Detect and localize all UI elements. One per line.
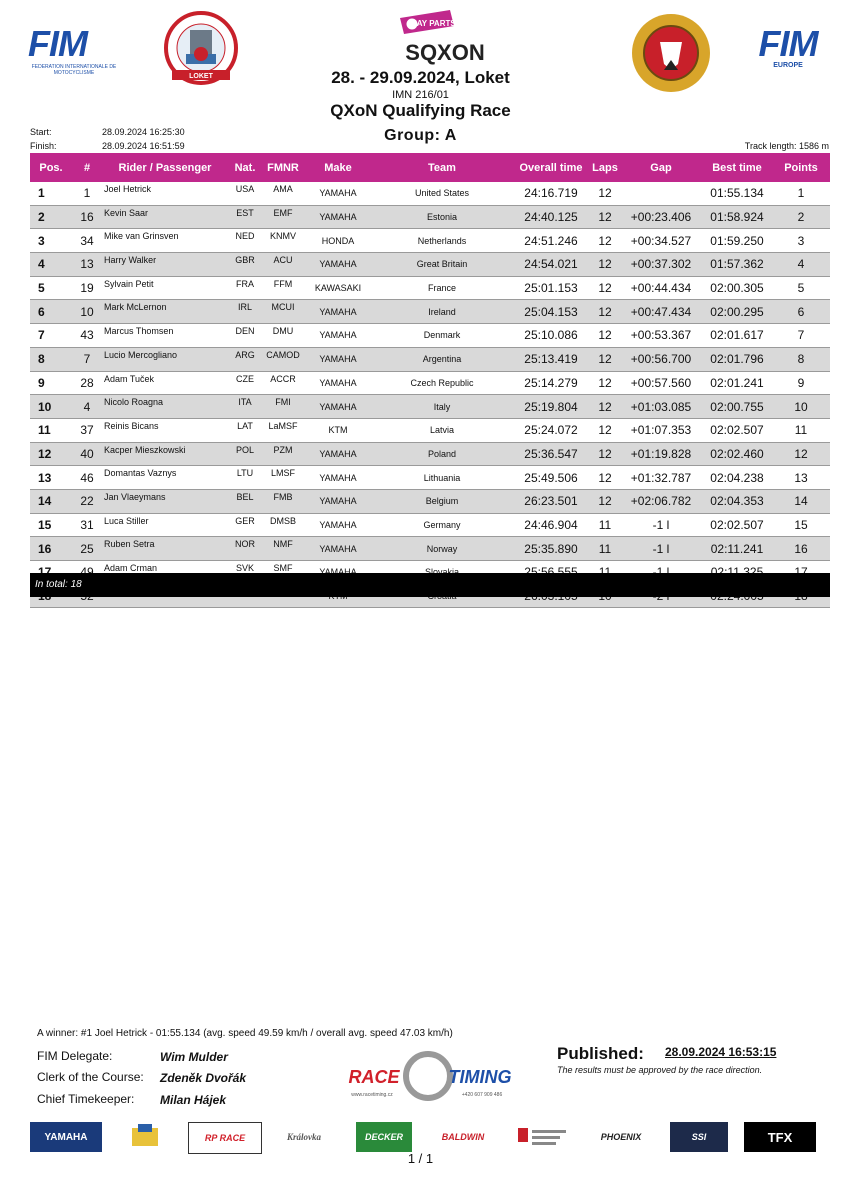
cell-nat: LTU [228, 466, 262, 490]
racetiming-race: RACE [348, 1067, 400, 1087]
cell-best-time: 02:11.241 [702, 537, 772, 561]
event-date-place: 28. - 29.09.2024, Loket [331, 68, 510, 87]
cell-pos: 13 [30, 466, 72, 490]
cell-make: YAMAHA [304, 324, 372, 348]
fim-europe-sub: EUROPE [773, 62, 803, 69]
cell-gap: +00:57.560 [620, 371, 702, 395]
cell-gap: +00:44.434 [620, 276, 702, 300]
cell-number: 19 [72, 276, 102, 300]
cell-laps: 12 [590, 418, 620, 442]
cell-team: Czech Republic [372, 371, 512, 395]
col-pos: Pos. [30, 153, 72, 182]
cell-laps: 12 [590, 466, 620, 490]
cell-gap: +01:19.828 [620, 442, 702, 466]
cell-rider: Luca Stiller [102, 513, 228, 537]
col-team: Team [372, 153, 512, 182]
cell-gap: +00:47.434 [620, 300, 702, 324]
cell-number: 34 [72, 229, 102, 253]
sponsor-emblem [128, 1122, 162, 1152]
sponsor-decker: DECKER [356, 1122, 412, 1152]
cell-make: YAMAHA [304, 489, 372, 513]
timekeeper-label: Chief Timekeeper: [37, 1092, 135, 1106]
cell-best-time: 01:59.250 [702, 229, 772, 253]
racetiming-logo [332, 1050, 532, 1108]
cell-team: Netherlands [372, 229, 512, 253]
cell-best-time: 01:58.924 [702, 205, 772, 229]
cell-nat: FRA [228, 276, 262, 300]
cell-overall-time: 25:14.279 [512, 371, 590, 395]
cell-make: YAMAHA [304, 300, 372, 324]
cell-team: Denmark [372, 324, 512, 348]
cell-make: YAMAHA [304, 347, 372, 371]
cell-make: YAMAHA [304, 537, 372, 561]
cell-number: 1 [72, 182, 102, 205]
results-table [30, 153, 830, 608]
table-row [30, 347, 830, 371]
race-title: QXoN Qualifying Race [330, 101, 511, 120]
cell-rider: Sylvain Petit [102, 276, 228, 300]
col-fmnr: FMNR [262, 153, 304, 182]
sqxon-logo-tag: JAY PARTS [412, 19, 456, 28]
cell-nat: IRL [228, 300, 262, 324]
cell-laps: 12 [590, 182, 620, 205]
cell-rider: Lucio Mercogliano [102, 347, 228, 371]
cell-fmnr: FMB [262, 489, 304, 513]
cell-fmnr: SMF [262, 561, 304, 585]
cell-fmnr: NMF [262, 537, 304, 561]
cell-overall-time: 24:54.021 [512, 253, 590, 277]
fim-logo-text: FIM [28, 23, 87, 64]
cell-rider: Mike van Grinsven [102, 229, 228, 253]
cell-laps: 12 [590, 229, 620, 253]
cell-overall-time: 24:40.125 [512, 205, 590, 229]
club-logo-bottom: LOKET [189, 73, 213, 80]
finish-label: Finish: [30, 141, 57, 151]
sponsor-nsa-emblem [518, 1126, 568, 1150]
cell-overall-time: 25:13.419 [512, 347, 590, 371]
cell-nat: ITA [228, 395, 262, 419]
cell-fmnr: PZM [262, 442, 304, 466]
cell-rider: Joel Hetrick [102, 182, 228, 205]
cell-nat: POL [228, 442, 262, 466]
table-row [30, 276, 830, 300]
cell-points: 8 [772, 347, 830, 371]
cell-gap: +01:03.085 [620, 395, 702, 419]
cell-number: 37 [72, 418, 102, 442]
published-note: The results must be approved by the race direction. [557, 1065, 763, 1075]
cell-team: Belgium [372, 489, 512, 513]
cell-gap: +00:53.367 [620, 324, 702, 348]
cell-best-time: 02:01.617 [702, 324, 772, 348]
delegate-label: FIM Delegate: [37, 1049, 113, 1063]
cell-overall-time: 25:04.153 [512, 300, 590, 324]
cell-overall-time: 24:46.904 [512, 513, 590, 537]
racetiming-url: www.racetiming.cz [351, 1092, 393, 1098]
cell-make: HONDA [304, 229, 372, 253]
cell-rider: Nicolo Roagna [102, 395, 228, 419]
fim-logo-subtitle: FEDERATION INTERNATIONALE DE MOTOCYCLISME [31, 64, 117, 76]
cell-number: 43 [72, 324, 102, 348]
col-make: Make [304, 153, 372, 182]
cell-laps: 12 [590, 371, 620, 395]
cell-best-time: 02:00.295 [702, 300, 772, 324]
cell-fmnr: AMA [262, 182, 304, 205]
table-row [30, 324, 830, 348]
cell-number: 7 [72, 347, 102, 371]
cell-points: 1 [772, 182, 830, 205]
cell-pos: 1 [30, 182, 72, 205]
cell-pos: 14 [30, 489, 72, 513]
table-row [30, 253, 830, 277]
col-best-time: Best time [702, 153, 772, 182]
winner-line: A winner: #1 Joel Hetrick - 01:55.134 (avg. speed 49.59 km/h / overall avg. speed 47.03 km/h) [37, 1028, 453, 1039]
cell-points: 14 [772, 489, 830, 513]
cell-pos: 11 [30, 418, 72, 442]
col-points: Points [772, 153, 830, 182]
cell-fmnr: FFM [262, 276, 304, 300]
table-row [30, 371, 830, 395]
cell-points: 3 [772, 229, 830, 253]
cell-pos: 3 [30, 229, 72, 253]
cell-pos: 9 [30, 371, 72, 395]
cell-gap: +01:32.787 [620, 466, 702, 490]
sqxon-logo-text: SQXON [405, 40, 485, 65]
cell-overall-time: 26:23.501 [512, 489, 590, 513]
sponsor-ssi: SSI [670, 1122, 728, 1152]
timekeeper-value: Milan Hájek [160, 1093, 227, 1107]
cell-gap: -1 l [620, 537, 702, 561]
cell-nat: GER [228, 513, 262, 537]
cell-team: Poland [372, 442, 512, 466]
cell-rider: Adam Tuček [102, 371, 228, 395]
cell-points: 11 [772, 418, 830, 442]
cell-team: Ireland [372, 300, 512, 324]
group-title: Group: A [384, 127, 457, 144]
table-row [30, 513, 830, 537]
cell-nat: NED [228, 229, 262, 253]
cell-best-time: 02:00.755 [702, 395, 772, 419]
cell-rider: Marcus Thomsen [102, 324, 228, 348]
cell-points: 2 [772, 205, 830, 229]
col-number: # [72, 153, 102, 182]
cell-best-time: 02:02.460 [702, 442, 772, 466]
delegate-value: Wim Mulder [160, 1050, 228, 1064]
table-row [30, 489, 830, 513]
sponsor-kralovka: Královka [286, 1132, 321, 1142]
cell-number: 40 [72, 442, 102, 466]
cell-overall-time: 25:35.890 [512, 537, 590, 561]
col-laps: Laps [590, 153, 620, 182]
cell-pos: 2 [30, 205, 72, 229]
cell-laps: 12 [590, 347, 620, 371]
cell-gap: -1 l [620, 513, 702, 537]
table-row [30, 418, 830, 442]
table-row [30, 182, 830, 205]
table-row [30, 466, 830, 490]
cell-pos: 15 [30, 513, 72, 537]
cell-make: YAMAHA [304, 442, 372, 466]
cell-laps: 11 [590, 513, 620, 537]
page-number: 1 / 1 [407, 1151, 434, 1166]
cell-fmnr: MCUI [262, 300, 304, 324]
cell-make: YAMAHA [304, 371, 372, 395]
cell-nat: DEN [228, 324, 262, 348]
cell-pos: 6 [30, 300, 72, 324]
cell-laps: 12 [590, 276, 620, 300]
cell-rider: Reinis Bicans [102, 418, 228, 442]
cell-number: 10 [72, 300, 102, 324]
cell-fmnr: LMSF [262, 466, 304, 490]
table-row [30, 205, 830, 229]
cell-pos: 16 [30, 537, 72, 561]
cell-fmnr: CAMOD [262, 347, 304, 371]
cell-rider: Kevin Saar [102, 205, 228, 229]
col-gap: Gap [620, 153, 702, 182]
racetiming-timing: TIMING [448, 1067, 512, 1087]
cell-points: 9 [772, 371, 830, 395]
cell-points: 15 [772, 513, 830, 537]
cell-fmnr: KNMV [262, 229, 304, 253]
cell-team: Latvia [372, 418, 512, 442]
sponsor-tfx: TFX [744, 1122, 816, 1152]
cell-overall-time: 25:24.072 [512, 418, 590, 442]
cell-rider: Kacper Mieszkowski [102, 442, 228, 466]
cell-rider: Jan Vlaeymans [102, 489, 228, 513]
cell-number: 16 [72, 205, 102, 229]
cell-overall-time: 25:49.506 [512, 466, 590, 490]
cell-rider: Adam Crman [102, 561, 228, 585]
cell-gap: +01:07.353 [620, 418, 702, 442]
cell-make: KAWASAKI [304, 276, 372, 300]
cell-laps: 12 [590, 442, 620, 466]
cell-fmnr: ACCR [262, 371, 304, 395]
published-label: Published: [557, 1044, 644, 1063]
table-row [30, 300, 830, 324]
cell-overall-time: 25:36.547 [512, 442, 590, 466]
cell-number: 22 [72, 489, 102, 513]
cell-team: Germany [372, 513, 512, 537]
cell-points: 6 [772, 300, 830, 324]
cell-best-time: 02:04.238 [702, 466, 772, 490]
sponsor-yamaha: YAMAHA [30, 1122, 102, 1152]
cell-points: 12 [772, 442, 830, 466]
cell-nat: BEL [228, 489, 262, 513]
cell-make: YAMAHA [304, 466, 372, 490]
col-rider: Rider / Passenger [102, 153, 228, 182]
cell-overall-time: 25:10.086 [512, 324, 590, 348]
cell-fmnr: FMI [262, 395, 304, 419]
cell-best-time: 02:00.305 [702, 276, 772, 300]
cell-laps: 12 [590, 395, 620, 419]
cell-best-time: 02:01.796 [702, 347, 772, 371]
published-value: 28.09.2024 16:53:15 [665, 1045, 777, 1059]
cell-fmnr: DMU [262, 324, 304, 348]
cell-points: 10 [772, 395, 830, 419]
cell-make: YAMAHA [304, 182, 372, 205]
cell-rider: Domantas Vaznys [102, 466, 228, 490]
cell-team: Italy [372, 395, 512, 419]
cell-pos: 10 [30, 395, 72, 419]
cell-overall-time: 24:51.246 [512, 229, 590, 253]
cell-points: 7 [772, 324, 830, 348]
sponsor-baldwin: BALDWIN [441, 1132, 485, 1142]
sponsor-rprace: RP RACE [188, 1122, 262, 1154]
cell-best-time: 01:55.134 [702, 182, 772, 205]
cell-rider: Ruben Setra [102, 537, 228, 561]
cell-laps: 12 [590, 324, 620, 348]
cell-team: France [372, 276, 512, 300]
cell-pos: 4 [30, 253, 72, 277]
table-header-row [30, 153, 830, 182]
racetiming-phone: +420 607 909 486 [461, 1092, 503, 1098]
finish-value: 28.09.2024 16:51:59 [102, 141, 185, 151]
clerk-value: Zdeněk Dvořák [160, 1071, 247, 1085]
cell-team: Norway [372, 537, 512, 561]
cell-team: Estonia [372, 205, 512, 229]
track-length: Track length: 1586 m [744, 141, 829, 151]
cell-best-time: 01:57.362 [702, 253, 772, 277]
cell-points: 5 [772, 276, 830, 300]
event-imn: IMN 216/01 [392, 89, 449, 101]
cell-nat: ARG [228, 347, 262, 371]
cell-nat: LAT [228, 418, 262, 442]
cell-nat: NOR [228, 537, 262, 561]
cell-nat: CZE [228, 371, 262, 395]
cell-number: 46 [72, 466, 102, 490]
cell-laps: 12 [590, 205, 620, 229]
start-label: Start: [30, 127, 52, 137]
table-row [30, 537, 830, 561]
cell-nat: GBR [228, 253, 262, 277]
cell-best-time: 02:01.241 [702, 371, 772, 395]
col-nat: Nat. [228, 153, 262, 182]
cell-laps: 11 [590, 537, 620, 561]
total-bar: In total: 18 [30, 573, 830, 597]
cell-laps: 12 [590, 489, 620, 513]
start-value: 28.09.2024 16:25:30 [102, 127, 185, 137]
cell-fmnr: DMSB [262, 513, 304, 537]
cell-gap: +00:23.406 [620, 205, 702, 229]
cell-team: Lithuania [372, 466, 512, 490]
cell-points: 13 [772, 466, 830, 490]
cell-number: 25 [72, 537, 102, 561]
cell-team: United States [372, 182, 512, 205]
cell-gap: +00:34.527 [620, 229, 702, 253]
cell-gap: +00:37.302 [620, 253, 702, 277]
cell-pos: 12 [30, 442, 72, 466]
cell-nat: SVK [228, 561, 262, 585]
table-row [30, 229, 830, 253]
cell-fmnr: LaMSF [262, 418, 304, 442]
cell-pos: 8 [30, 347, 72, 371]
table-row [30, 395, 830, 419]
cell-gap: +00:56.700 [620, 347, 702, 371]
cell-fmnr: ACU [262, 253, 304, 277]
cell-gap: +02:06.782 [620, 489, 702, 513]
cell-make: YAMAHA [304, 513, 372, 537]
cell-pos: 5 [30, 276, 72, 300]
sponsor-phoenix: PHOENIX [600, 1132, 642, 1142]
cell-points: 4 [772, 253, 830, 277]
cell-best-time: 02:02.507 [702, 418, 772, 442]
cell-overall-time: 25:19.804 [512, 395, 590, 419]
cell-laps: 12 [590, 300, 620, 324]
cell-pos: 7 [30, 324, 72, 348]
cell-laps: 12 [590, 253, 620, 277]
col-overall-time: Overall time [512, 153, 590, 182]
cell-best-time: 02:04.353 [702, 489, 772, 513]
cell-make: YAMAHA [304, 395, 372, 419]
cell-overall-time: 24:16.719 [512, 182, 590, 205]
cell-fmnr: EMF [262, 205, 304, 229]
sqxon-logo [380, 8, 510, 66]
cell-number: 4 [72, 395, 102, 419]
cell-make: YAMAHA [304, 205, 372, 229]
cell-gap [620, 182, 702, 205]
cell-number: 13 [72, 253, 102, 277]
cell-number: 28 [72, 371, 102, 395]
table-row [30, 442, 830, 466]
cell-team: Great Britain [372, 253, 512, 277]
cell-overall-time: 25:01.153 [512, 276, 590, 300]
cell-best-time: 02:02.507 [702, 513, 772, 537]
cell-points: 16 [772, 537, 830, 561]
fim-europe-text: FIM [758, 23, 818, 64]
cell-nat: USA [228, 182, 262, 205]
cell-team: Argentina [372, 347, 512, 371]
cell-number: 31 [72, 513, 102, 537]
cell-nat: EST [228, 205, 262, 229]
clerk-label: Clerk of the Course: [37, 1070, 144, 1084]
cell-rider: Harry Walker [102, 253, 228, 277]
cell-rider: Mark McLernon [102, 300, 228, 324]
cell-make: YAMAHA [304, 253, 372, 277]
cell-make: KTM [304, 418, 372, 442]
